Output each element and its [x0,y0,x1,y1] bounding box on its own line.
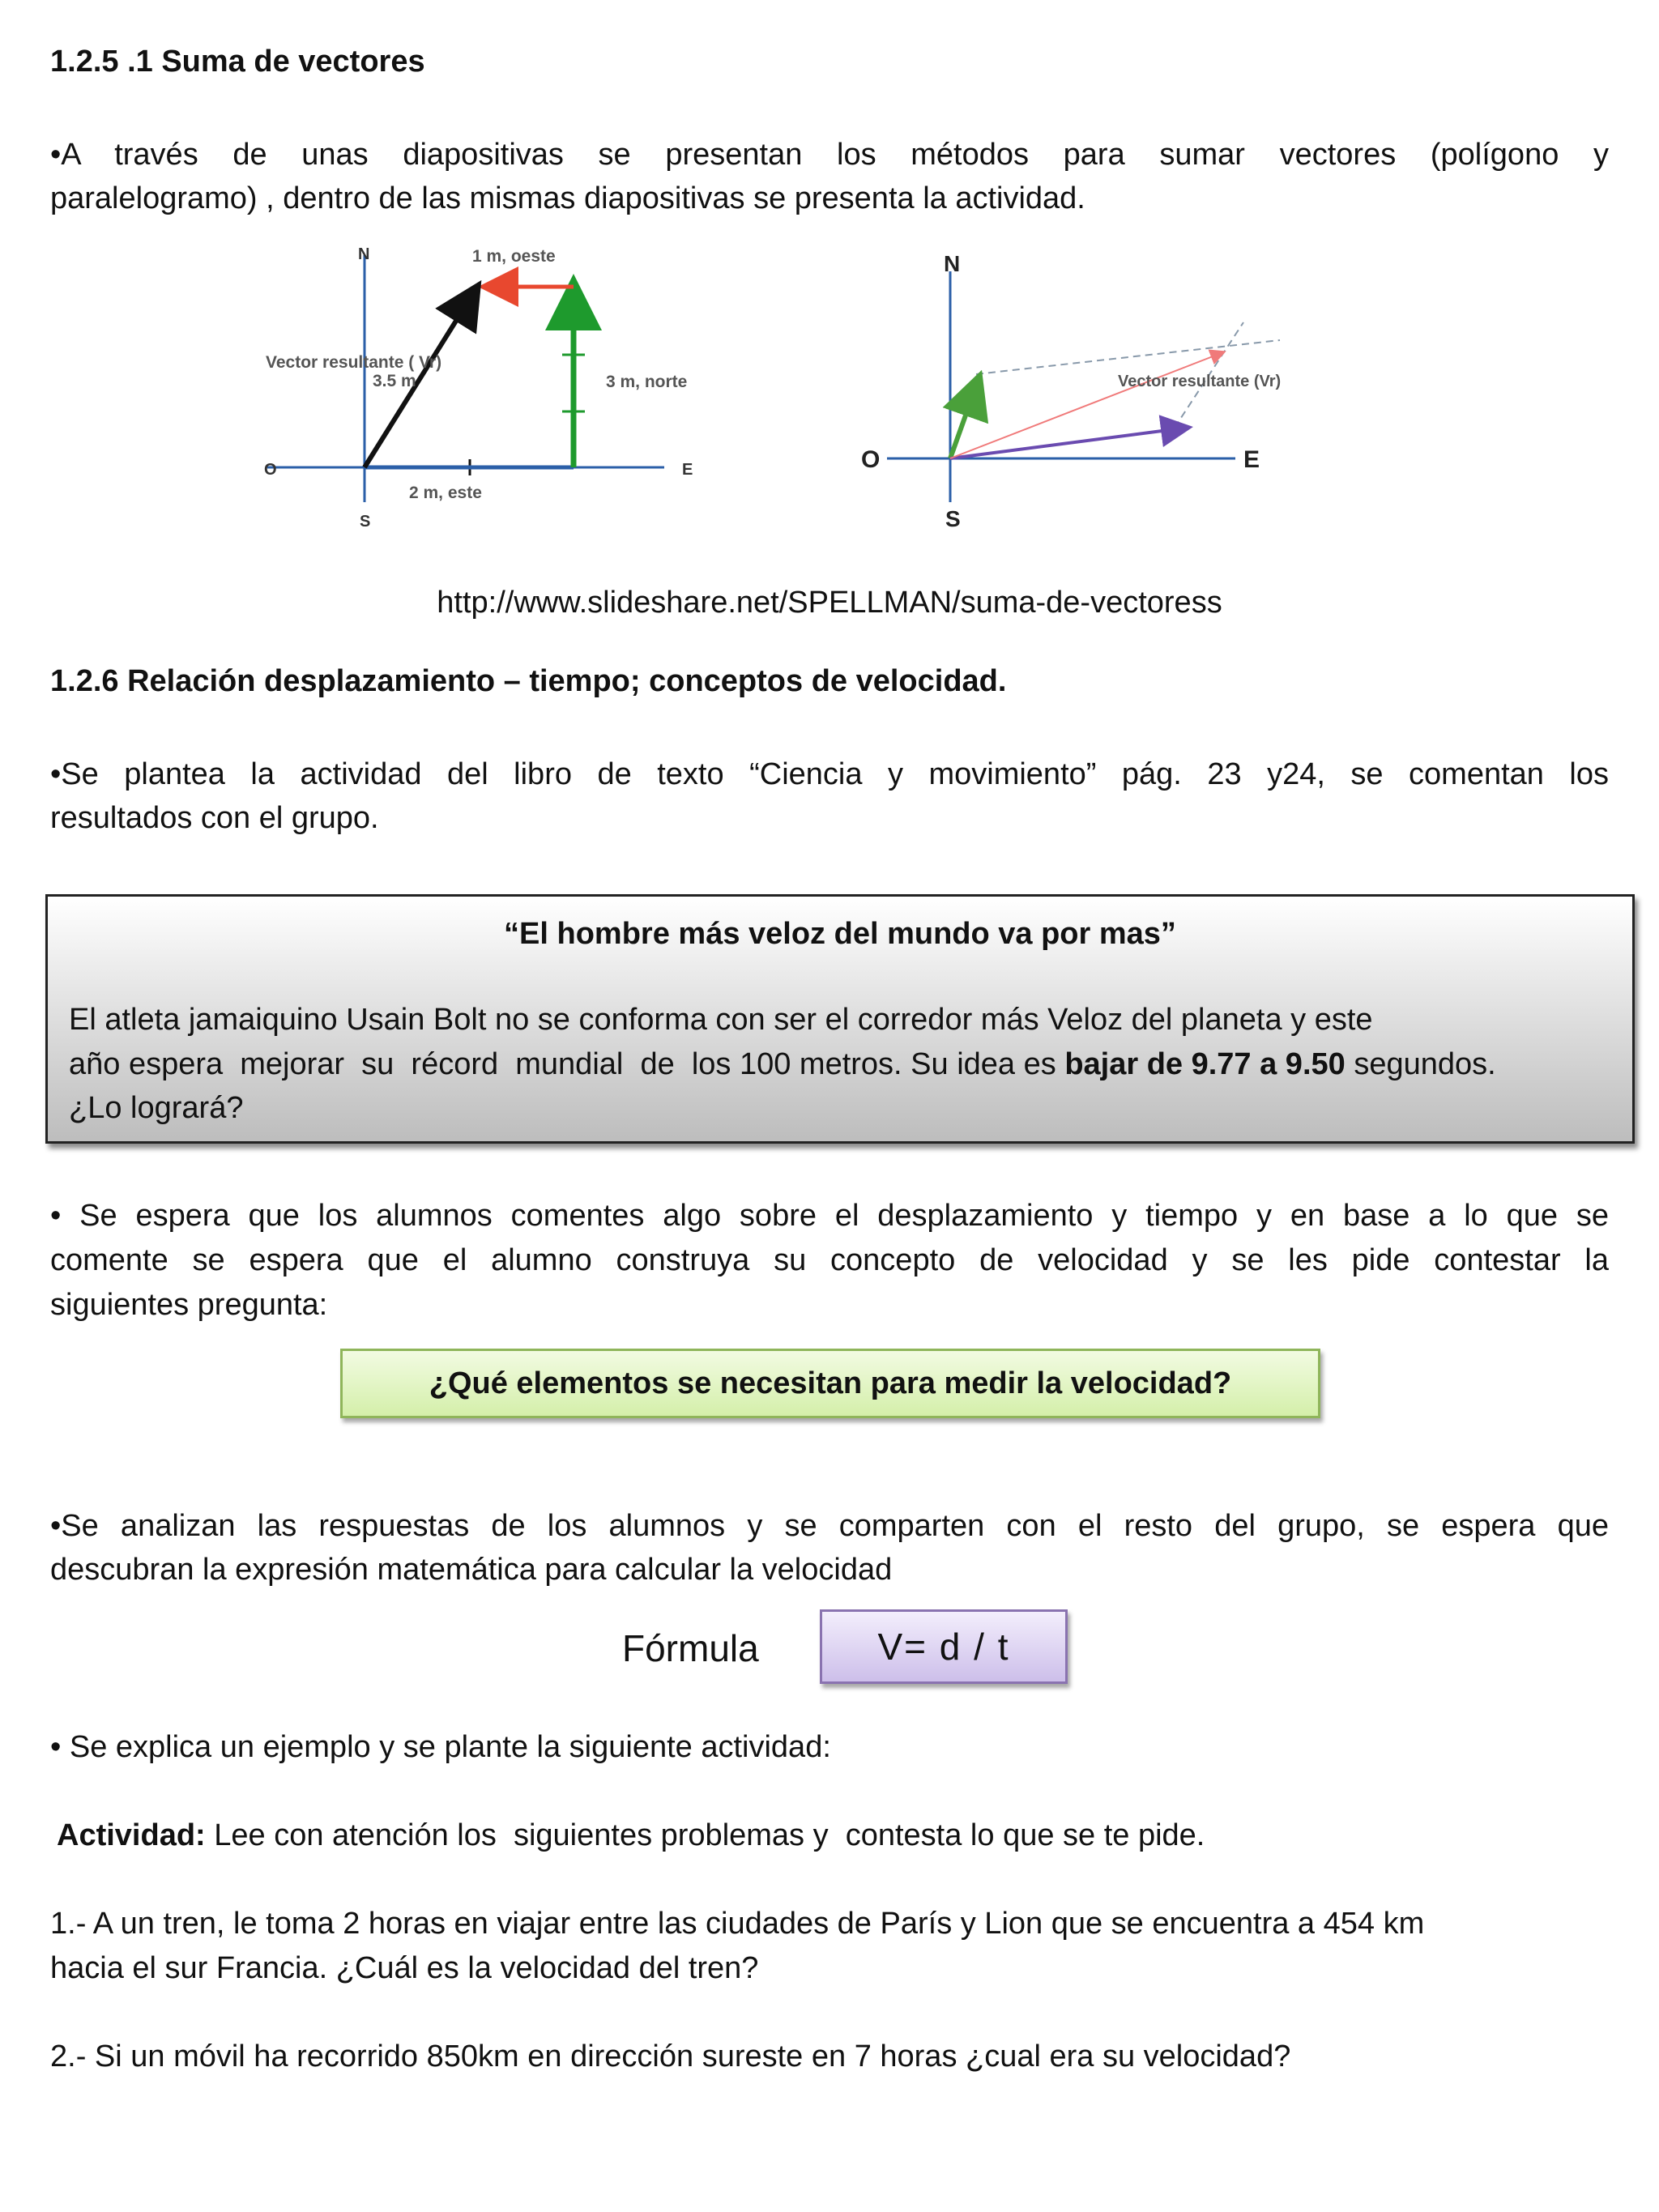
activity-line [57,1813,1205,1858]
label-vector-resultante: Vector resultante (Vr) [1118,373,1282,390]
vector-polygon-diagram [235,235,739,531]
formula-box: V= d / t [820,1609,1068,1684]
question-box: ¿Qué elementos se necesitan para medir la velocidad? [340,1349,1320,1418]
callout-line: ¿Lo logrará? [69,1091,244,1125]
callout-text: año espera mejorar su récord mundial de los 100 metros. Su idea es [69,1047,1065,1081]
problem-1-line: 1.- A un tren, le toma 2 horas en viajar entre las ciudades de París y Lion que se encuentra a 454 km [50,1907,1425,1941]
source-url: http://www.slideshare.net/SPELLMAN/suma-de-vectoress [437,586,1222,620]
activity-label: Actividad: [57,1818,206,1852]
problem-2: 2.- Si un móvil ha recorrido 850km en dirección sureste en 7 horas ¿cual era su velocidad? [50,2039,1291,2073]
label-magnitude: 3.5 m [373,372,416,390]
label-west: O [264,461,277,479]
vector-resultante [950,352,1223,458]
vector-purple [950,428,1187,458]
activity-text: Lee con atención los siguientes problemas y contesta lo que se te pide. [205,1818,1205,1852]
paragraph-line: • Se espera que los alumnos comentes algo sobre el desplazamiento y tiempo y en base a lo que se [50,1199,1609,1233]
label-east: E [1243,446,1260,473]
problem-1-line: hacia el sur Francia. ¿Cuál es la velocidad del tren? [50,1951,759,1985]
paragraph-line: descubran la expresión matemática para calcular la velocidad [50,1553,893,1587]
callout-text: segundos. [1345,1047,1496,1081]
label-north: N [944,251,961,276]
callout-title: “El hombre más veloz del mundo va por mas” [504,917,1176,951]
label-north: N [358,245,370,263]
label-1m-oeste: 1 m, oeste [472,247,556,266]
paragraph-line: comente se espera que el alumno construya su concepto de velocidad y se les pide contestar la [50,1243,1609,1277]
label-south: S [360,513,371,531]
paragraph-line: • Se explica un ejemplo y se plante la siguiente actividad: [50,1730,831,1764]
formula-label: Fórmula [622,1627,759,1669]
callout-line: El atleta jamaiquino Usain Bolt no se conforma con ser el corredor más Veloz del planeta y este [69,1003,1373,1037]
vector-green [950,379,979,458]
paragraph-line: •Se analizan las respuestas de los alumnos y se comparten con el resto del grupo, se espera que [50,1509,1609,1543]
label-east: E [682,461,693,479]
paragraph-line: resultados con el grupo. [50,801,379,835]
vector-parallelogram-diagram [830,235,1328,536]
paragraph-line: •A través de unas diapositivas se presentan los métodos para sumar vectores (polígono y [50,138,1609,172]
callout-bold-text: bajar de 9.77 a 9.50 [1064,1047,1346,1081]
label-vector-resultante: Vector resultante ( Vr) [266,353,442,372]
label-west: O [861,446,881,473]
label-3m-norte: 3 m, norte [606,373,688,391]
paragraph-line: siguientes pregunta: [50,1288,328,1322]
label-2m-este: 2 m, este [409,484,482,502]
news-callout-box [45,894,1635,1144]
callout-line [69,1042,1496,1087]
label-south: S [945,506,961,531]
paragraph-line: •Se plantea la actividad del libro de texto “Ciencia y movimiento” pág. 23 y24, se comentan los [50,757,1609,791]
section-heading-velocidad: 1.2.6 Relación desplazamiento – tiempo; conceptos de velocidad. [50,664,1007,698]
paragraph-line: paralelogramo) , dentro de las mismas diapositivas se presenta la actividad. [50,181,1085,215]
section-heading-suma-vectores: 1.2.5 .1 Suma de vectores [50,45,425,79]
